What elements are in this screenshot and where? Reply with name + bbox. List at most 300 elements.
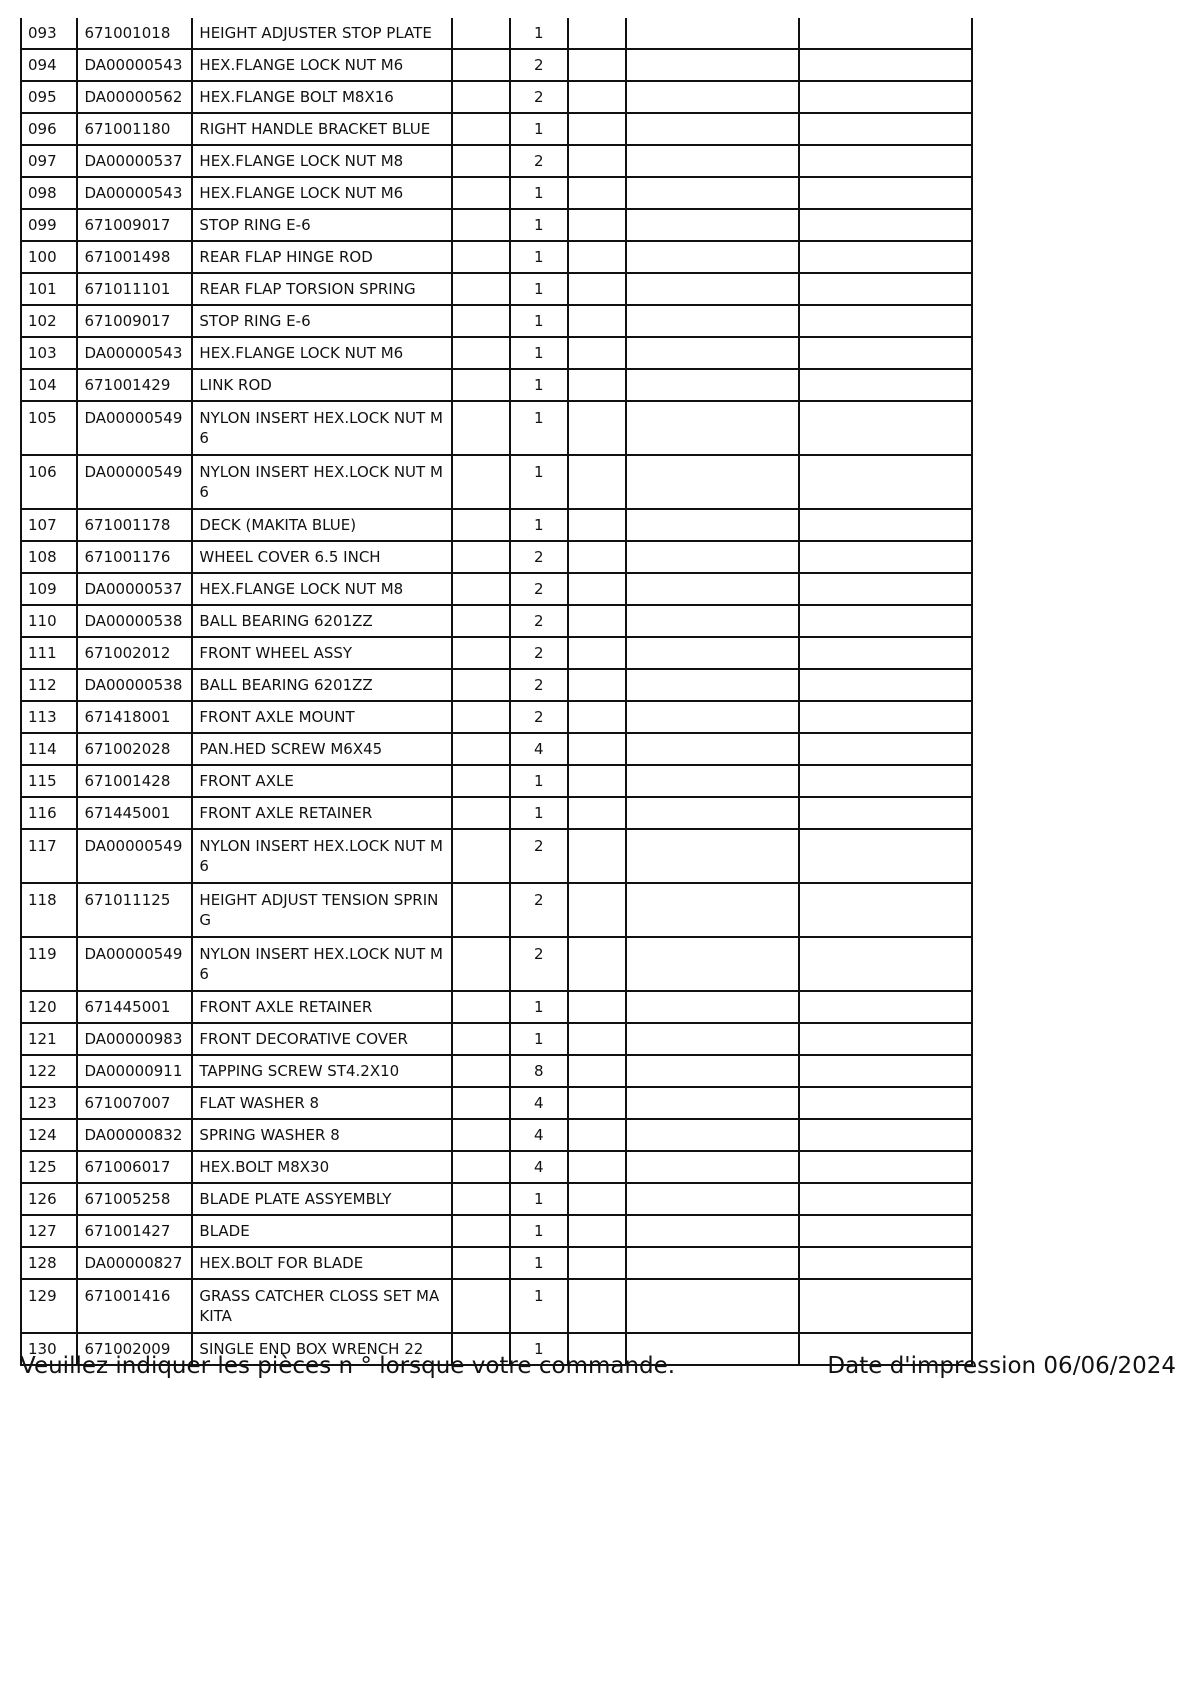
part-description-cell: NYLON INSERT HEX.LOCK NUT M6 [192, 455, 451, 509]
part-code-cell: 671445001 [77, 991, 192, 1023]
part-code-cell: 671002028 [77, 733, 192, 765]
part-code-cell: DA00000538 [77, 669, 192, 701]
empty-cell [626, 991, 799, 1023]
quantity-cell: 1 [510, 765, 567, 797]
empty-cell [568, 455, 626, 509]
empty-cell [626, 605, 799, 637]
empty-cell [799, 1087, 972, 1119]
empty-cell [799, 369, 972, 401]
empty-cell [568, 937, 626, 991]
part-code-cell: DA00000538 [77, 605, 192, 637]
part-code-cell: DA00000549 [77, 829, 192, 883]
part-number-cell: 108 [21, 541, 77, 573]
empty-cell [452, 455, 510, 509]
empty-cell [626, 701, 799, 733]
empty-cell [626, 1151, 799, 1183]
empty-cell [452, 18, 510, 49]
empty-cell [799, 1279, 972, 1333]
empty-cell [452, 1023, 510, 1055]
quantity-cell: 2 [510, 541, 567, 573]
empty-cell [568, 81, 626, 113]
empty-cell [568, 883, 626, 937]
part-code-cell: DA00000549 [77, 937, 192, 991]
quantity-cell: 1 [510, 401, 567, 455]
part-description-cell: SINGLE END BOX WRENCH 22 [192, 1333, 451, 1365]
quantity-cell: 1 [510, 1183, 567, 1215]
table-row [21, 145, 972, 177]
part-description-cell: SPRING WASHER 8 [192, 1119, 451, 1151]
part-description-cell: FRONT DECORATIVE COVER [192, 1023, 451, 1055]
part-code-cell: 671001428 [77, 765, 192, 797]
table-row [21, 637, 972, 669]
quantity-cell: 2 [510, 605, 567, 637]
part-code-cell: 671009017 [77, 305, 192, 337]
part-number-cell: 101 [21, 273, 77, 305]
quantity-cell: 1 [510, 991, 567, 1023]
table-row [21, 765, 972, 797]
part-description-cell: NYLON INSERT HEX.LOCK NUT M6 [192, 937, 451, 991]
part-code-cell: DA00000827 [77, 1247, 192, 1279]
empty-cell [799, 1151, 972, 1183]
table-row [21, 1055, 972, 1087]
quantity-cell: 4 [510, 1119, 567, 1151]
empty-cell [799, 637, 972, 669]
empty-cell [452, 273, 510, 305]
empty-cell [452, 573, 510, 605]
part-description-cell: HEIGHT ADJUSTER STOP PLATE [192, 18, 451, 49]
empty-cell [452, 669, 510, 701]
empty-cell [799, 209, 972, 241]
table-row [21, 241, 972, 273]
empty-cell [626, 1023, 799, 1055]
part-description-cell: STOP RING E-6 [192, 305, 451, 337]
part-code-cell: DA00000543 [77, 177, 192, 209]
empty-cell [626, 81, 799, 113]
part-description-cell: NYLON INSERT HEX.LOCK NUT M6 [192, 829, 451, 883]
table-row [21, 883, 972, 937]
empty-cell [568, 401, 626, 455]
empty-cell [626, 145, 799, 177]
part-description-cell: HEX.FLANGE LOCK NUT M6 [192, 337, 451, 369]
empty-cell [799, 337, 972, 369]
part-code-cell: 671001427 [77, 1215, 192, 1247]
quantity-cell: 2 [510, 637, 567, 669]
empty-cell [799, 455, 972, 509]
table-row [21, 937, 972, 991]
quantity-cell: 1 [510, 1023, 567, 1055]
part-description-cell: PAN.HED SCREW M6X45 [192, 733, 451, 765]
table-row [21, 209, 972, 241]
part-description-cell: HEX.FLANGE LOCK NUT M8 [192, 573, 451, 605]
quantity-cell: 4 [510, 733, 567, 765]
empty-cell [799, 1247, 972, 1279]
quantity-cell: 2 [510, 49, 567, 81]
part-code-cell: 671002009 [77, 1333, 192, 1365]
part-description-cell: FRONT AXLE RETAINER [192, 991, 451, 1023]
part-code-cell: 671009017 [77, 209, 192, 241]
empty-cell [626, 177, 799, 209]
part-number-cell: 118 [21, 883, 77, 937]
table-row [21, 1151, 972, 1183]
part-number-cell: 097 [21, 145, 77, 177]
table-row [21, 701, 972, 733]
empty-cell [799, 829, 972, 883]
part-code-cell: 671011101 [77, 273, 192, 305]
empty-cell [568, 337, 626, 369]
empty-cell [568, 1151, 626, 1183]
empty-cell [568, 145, 626, 177]
empty-cell [626, 541, 799, 573]
part-number-cell: 107 [21, 509, 77, 541]
quantity-cell: 1 [510, 177, 567, 209]
empty-cell [452, 1087, 510, 1119]
part-number-cell: 111 [21, 637, 77, 669]
empty-cell [799, 509, 972, 541]
part-number-cell: 127 [21, 1215, 77, 1247]
quantity-cell: 1 [510, 1215, 567, 1247]
table-row [21, 81, 972, 113]
quantity-cell: 4 [510, 1087, 567, 1119]
empty-cell [452, 1119, 510, 1151]
part-number-cell: 122 [21, 1055, 77, 1087]
empty-cell [452, 991, 510, 1023]
part-code-cell: 671001429 [77, 369, 192, 401]
table-row [21, 605, 972, 637]
empty-cell [452, 305, 510, 337]
empty-cell [799, 765, 972, 797]
table-row [21, 1279, 972, 1333]
empty-cell [799, 883, 972, 937]
table-row [21, 573, 972, 605]
quantity-cell: 2 [510, 937, 567, 991]
quantity-cell: 2 [510, 669, 567, 701]
empty-cell [568, 209, 626, 241]
empty-cell [799, 605, 972, 637]
part-number-cell: 128 [21, 1247, 77, 1279]
empty-cell [799, 113, 972, 145]
quantity-cell: 8 [510, 1055, 567, 1087]
empty-cell [452, 209, 510, 241]
empty-cell [799, 701, 972, 733]
part-code-cell: DA00000549 [77, 401, 192, 455]
quantity-cell: 1 [510, 209, 567, 241]
empty-cell [568, 797, 626, 829]
part-description-cell: BALL BEARING 6201ZZ [192, 669, 451, 701]
table-row [21, 1119, 972, 1151]
empty-cell [452, 1215, 510, 1247]
quantity-cell: 2 [510, 145, 567, 177]
table-row [21, 1023, 972, 1055]
empty-cell [568, 113, 626, 145]
empty-cell [452, 1055, 510, 1087]
empty-cell [568, 1215, 626, 1247]
part-number-cell: 121 [21, 1023, 77, 1055]
empty-cell [626, 883, 799, 937]
quantity-cell: 1 [510, 1247, 567, 1279]
part-description-cell: NYLON INSERT HEX.LOCK NUT M6 [192, 401, 451, 455]
part-description-cell: BALL BEARING 6201ZZ [192, 605, 451, 637]
table-row [21, 541, 972, 573]
order-note: Veuillez indiquer les pièces n ° lorsque votre commande. [20, 1353, 676, 1379]
empty-cell [799, 305, 972, 337]
empty-cell [799, 1055, 972, 1087]
empty-cell [568, 991, 626, 1023]
empty-cell [626, 637, 799, 669]
empty-cell [799, 991, 972, 1023]
empty-cell [452, 337, 510, 369]
empty-cell [799, 573, 972, 605]
part-code-cell: 671001498 [77, 241, 192, 273]
empty-cell [568, 1247, 626, 1279]
empty-cell [626, 797, 799, 829]
empty-cell [626, 573, 799, 605]
part-description-cell: LINK ROD [192, 369, 451, 401]
empty-cell [452, 733, 510, 765]
quantity-cell: 1 [510, 509, 567, 541]
parts-table [20, 18, 973, 1366]
quantity-cell: 1 [510, 337, 567, 369]
quantity-cell: 1 [510, 1279, 567, 1333]
print-date: Date d'impression 06/06/2024 [827, 1353, 1176, 1379]
part-code-cell: DA00000549 [77, 455, 192, 509]
empty-cell [452, 701, 510, 733]
empty-cell [626, 765, 799, 797]
quantity-cell: 2 [510, 573, 567, 605]
empty-cell [568, 305, 626, 337]
part-description-cell: REAR FLAP TORSION SPRING [192, 273, 451, 305]
empty-cell [626, 509, 799, 541]
empty-cell [626, 1055, 799, 1087]
empty-cell [626, 401, 799, 455]
empty-cell [452, 797, 510, 829]
part-code-cell: 671418001 [77, 701, 192, 733]
empty-cell [452, 541, 510, 573]
part-number-cell: 115 [21, 765, 77, 797]
empty-cell [452, 177, 510, 209]
part-description-cell: REAR FLAP HINGE ROD [192, 241, 451, 273]
part-number-cell: 094 [21, 49, 77, 81]
part-description-cell: HEX.FLANGE BOLT M8X16 [192, 81, 451, 113]
part-number-cell: 119 [21, 937, 77, 991]
empty-cell [568, 669, 626, 701]
empty-cell [452, 369, 510, 401]
part-description-cell: FLAT WASHER 8 [192, 1087, 451, 1119]
quantity-cell: 1 [510, 455, 567, 509]
quantity-cell: 1 [510, 273, 567, 305]
part-code-cell: 671006017 [77, 1151, 192, 1183]
empty-cell [626, 669, 799, 701]
quantity-cell: 1 [510, 1333, 567, 1365]
part-number-cell: 114 [21, 733, 77, 765]
part-number-cell: 130 [21, 1333, 77, 1365]
part-code-cell: 671001176 [77, 541, 192, 573]
table-row [21, 669, 972, 701]
empty-cell [626, 305, 799, 337]
empty-cell [568, 1279, 626, 1333]
table-row [21, 18, 972, 49]
empty-cell [626, 455, 799, 509]
part-number-cell: 113 [21, 701, 77, 733]
part-number-cell: 117 [21, 829, 77, 883]
part-number-cell: 120 [21, 991, 77, 1023]
empty-cell [568, 1183, 626, 1215]
part-description-cell: HEX.FLANGE LOCK NUT M8 [192, 145, 451, 177]
empty-cell [799, 401, 972, 455]
empty-cell [626, 1215, 799, 1247]
part-code-cell: 671011125 [77, 883, 192, 937]
table-row [21, 401, 972, 455]
table-row [21, 113, 972, 145]
part-number-cell: 129 [21, 1279, 77, 1333]
part-description-cell: HEX.BOLT FOR BLADE [192, 1247, 451, 1279]
quantity-cell: 1 [510, 113, 567, 145]
empty-cell [568, 18, 626, 49]
part-description-cell: HEX.BOLT M8X30 [192, 1151, 451, 1183]
part-code-cell: 671007007 [77, 1087, 192, 1119]
empty-cell [452, 509, 510, 541]
table-row [21, 1183, 972, 1215]
quantity-cell: 1 [510, 18, 567, 49]
empty-cell [799, 49, 972, 81]
part-number-cell: 096 [21, 113, 77, 145]
empty-cell [452, 637, 510, 669]
empty-cell [452, 1151, 510, 1183]
empty-cell [568, 1023, 626, 1055]
empty-cell [626, 113, 799, 145]
part-code-cell: DA00000537 [77, 573, 192, 605]
part-number-cell: 112 [21, 669, 77, 701]
table-row [21, 177, 972, 209]
quantity-cell: 2 [510, 883, 567, 937]
part-number-cell: 124 [21, 1119, 77, 1151]
part-description-cell: BLADE PLATE ASSYEMBLY [192, 1183, 451, 1215]
empty-cell [626, 49, 799, 81]
empty-cell [452, 829, 510, 883]
empty-cell [626, 273, 799, 305]
part-code-cell: 671001018 [77, 18, 192, 49]
table-row [21, 273, 972, 305]
table-row [21, 1247, 972, 1279]
table-row [21, 509, 972, 541]
empty-cell [626, 733, 799, 765]
empty-cell [568, 541, 626, 573]
part-number-cell: 126 [21, 1183, 77, 1215]
quantity-cell: 1 [510, 305, 567, 337]
part-number-cell: 104 [21, 369, 77, 401]
empty-cell [799, 669, 972, 701]
empty-cell [799, 937, 972, 991]
table-row [21, 829, 972, 883]
empty-cell [626, 369, 799, 401]
empty-cell [452, 145, 510, 177]
empty-cell [452, 81, 510, 113]
part-number-cell: 106 [21, 455, 77, 509]
table-row [21, 455, 972, 509]
empty-cell [626, 1119, 799, 1151]
part-description-cell: WHEEL COVER 6.5 INCH [192, 541, 451, 573]
part-code-cell: 671001178 [77, 509, 192, 541]
empty-cell [568, 637, 626, 669]
empty-cell [568, 765, 626, 797]
empty-cell [799, 541, 972, 573]
empty-cell [568, 733, 626, 765]
empty-cell [626, 1183, 799, 1215]
part-number-cell: 098 [21, 177, 77, 209]
empty-cell [568, 49, 626, 81]
empty-cell [568, 605, 626, 637]
empty-cell [452, 49, 510, 81]
empty-cell [626, 1087, 799, 1119]
empty-cell [799, 1023, 972, 1055]
empty-cell [452, 401, 510, 455]
part-description-cell: BLADE [192, 1215, 451, 1247]
part-number-cell: 110 [21, 605, 77, 637]
empty-cell [452, 765, 510, 797]
empty-cell [568, 701, 626, 733]
empty-cell [799, 1119, 972, 1151]
table-row [21, 797, 972, 829]
quantity-cell: 4 [510, 1151, 567, 1183]
part-number-cell: 095 [21, 81, 77, 113]
empty-cell [568, 1055, 626, 1087]
part-number-cell: 103 [21, 337, 77, 369]
part-code-cell: DA00000911 [77, 1055, 192, 1087]
empty-cell [626, 829, 799, 883]
empty-cell [568, 573, 626, 605]
empty-cell [799, 733, 972, 765]
empty-cell [452, 1183, 510, 1215]
empty-cell [568, 369, 626, 401]
part-number-cell: 093 [21, 18, 77, 49]
quantity-cell: 2 [510, 701, 567, 733]
part-description-cell: FRONT WHEEL ASSY [192, 637, 451, 669]
empty-cell [626, 937, 799, 991]
table-row [21, 49, 972, 81]
empty-cell [452, 113, 510, 145]
part-code-cell: 671001416 [77, 1279, 192, 1333]
empty-cell [452, 1247, 510, 1279]
empty-cell [626, 1247, 799, 1279]
part-description-cell: STOP RING E-6 [192, 209, 451, 241]
part-code-cell: 671002012 [77, 637, 192, 669]
part-number-cell: 116 [21, 797, 77, 829]
table-row [21, 369, 972, 401]
empty-cell [799, 797, 972, 829]
part-description-cell: HEX.FLANGE LOCK NUT M6 [192, 177, 451, 209]
part-code-cell: DA00000832 [77, 1119, 192, 1151]
empty-cell [568, 1119, 626, 1151]
part-description-cell: FRONT AXLE RETAINER [192, 797, 451, 829]
part-code-cell: DA00000543 [77, 49, 192, 81]
part-code-cell: DA00000983 [77, 1023, 192, 1055]
empty-cell [452, 883, 510, 937]
table-row [21, 337, 972, 369]
empty-cell [626, 18, 799, 49]
empty-cell [568, 509, 626, 541]
empty-cell [626, 1279, 799, 1333]
empty-cell [452, 1279, 510, 1333]
part-code-cell: 671005258 [77, 1183, 192, 1215]
part-number-cell: 099 [21, 209, 77, 241]
empty-cell [626, 337, 799, 369]
part-description-cell: DECK (MAKITA BLUE) [192, 509, 451, 541]
part-number-cell: 109 [21, 573, 77, 605]
table-row [21, 1215, 972, 1247]
part-number-cell: 100 [21, 241, 77, 273]
empty-cell [568, 829, 626, 883]
table-row [21, 733, 972, 765]
empty-cell [799, 273, 972, 305]
